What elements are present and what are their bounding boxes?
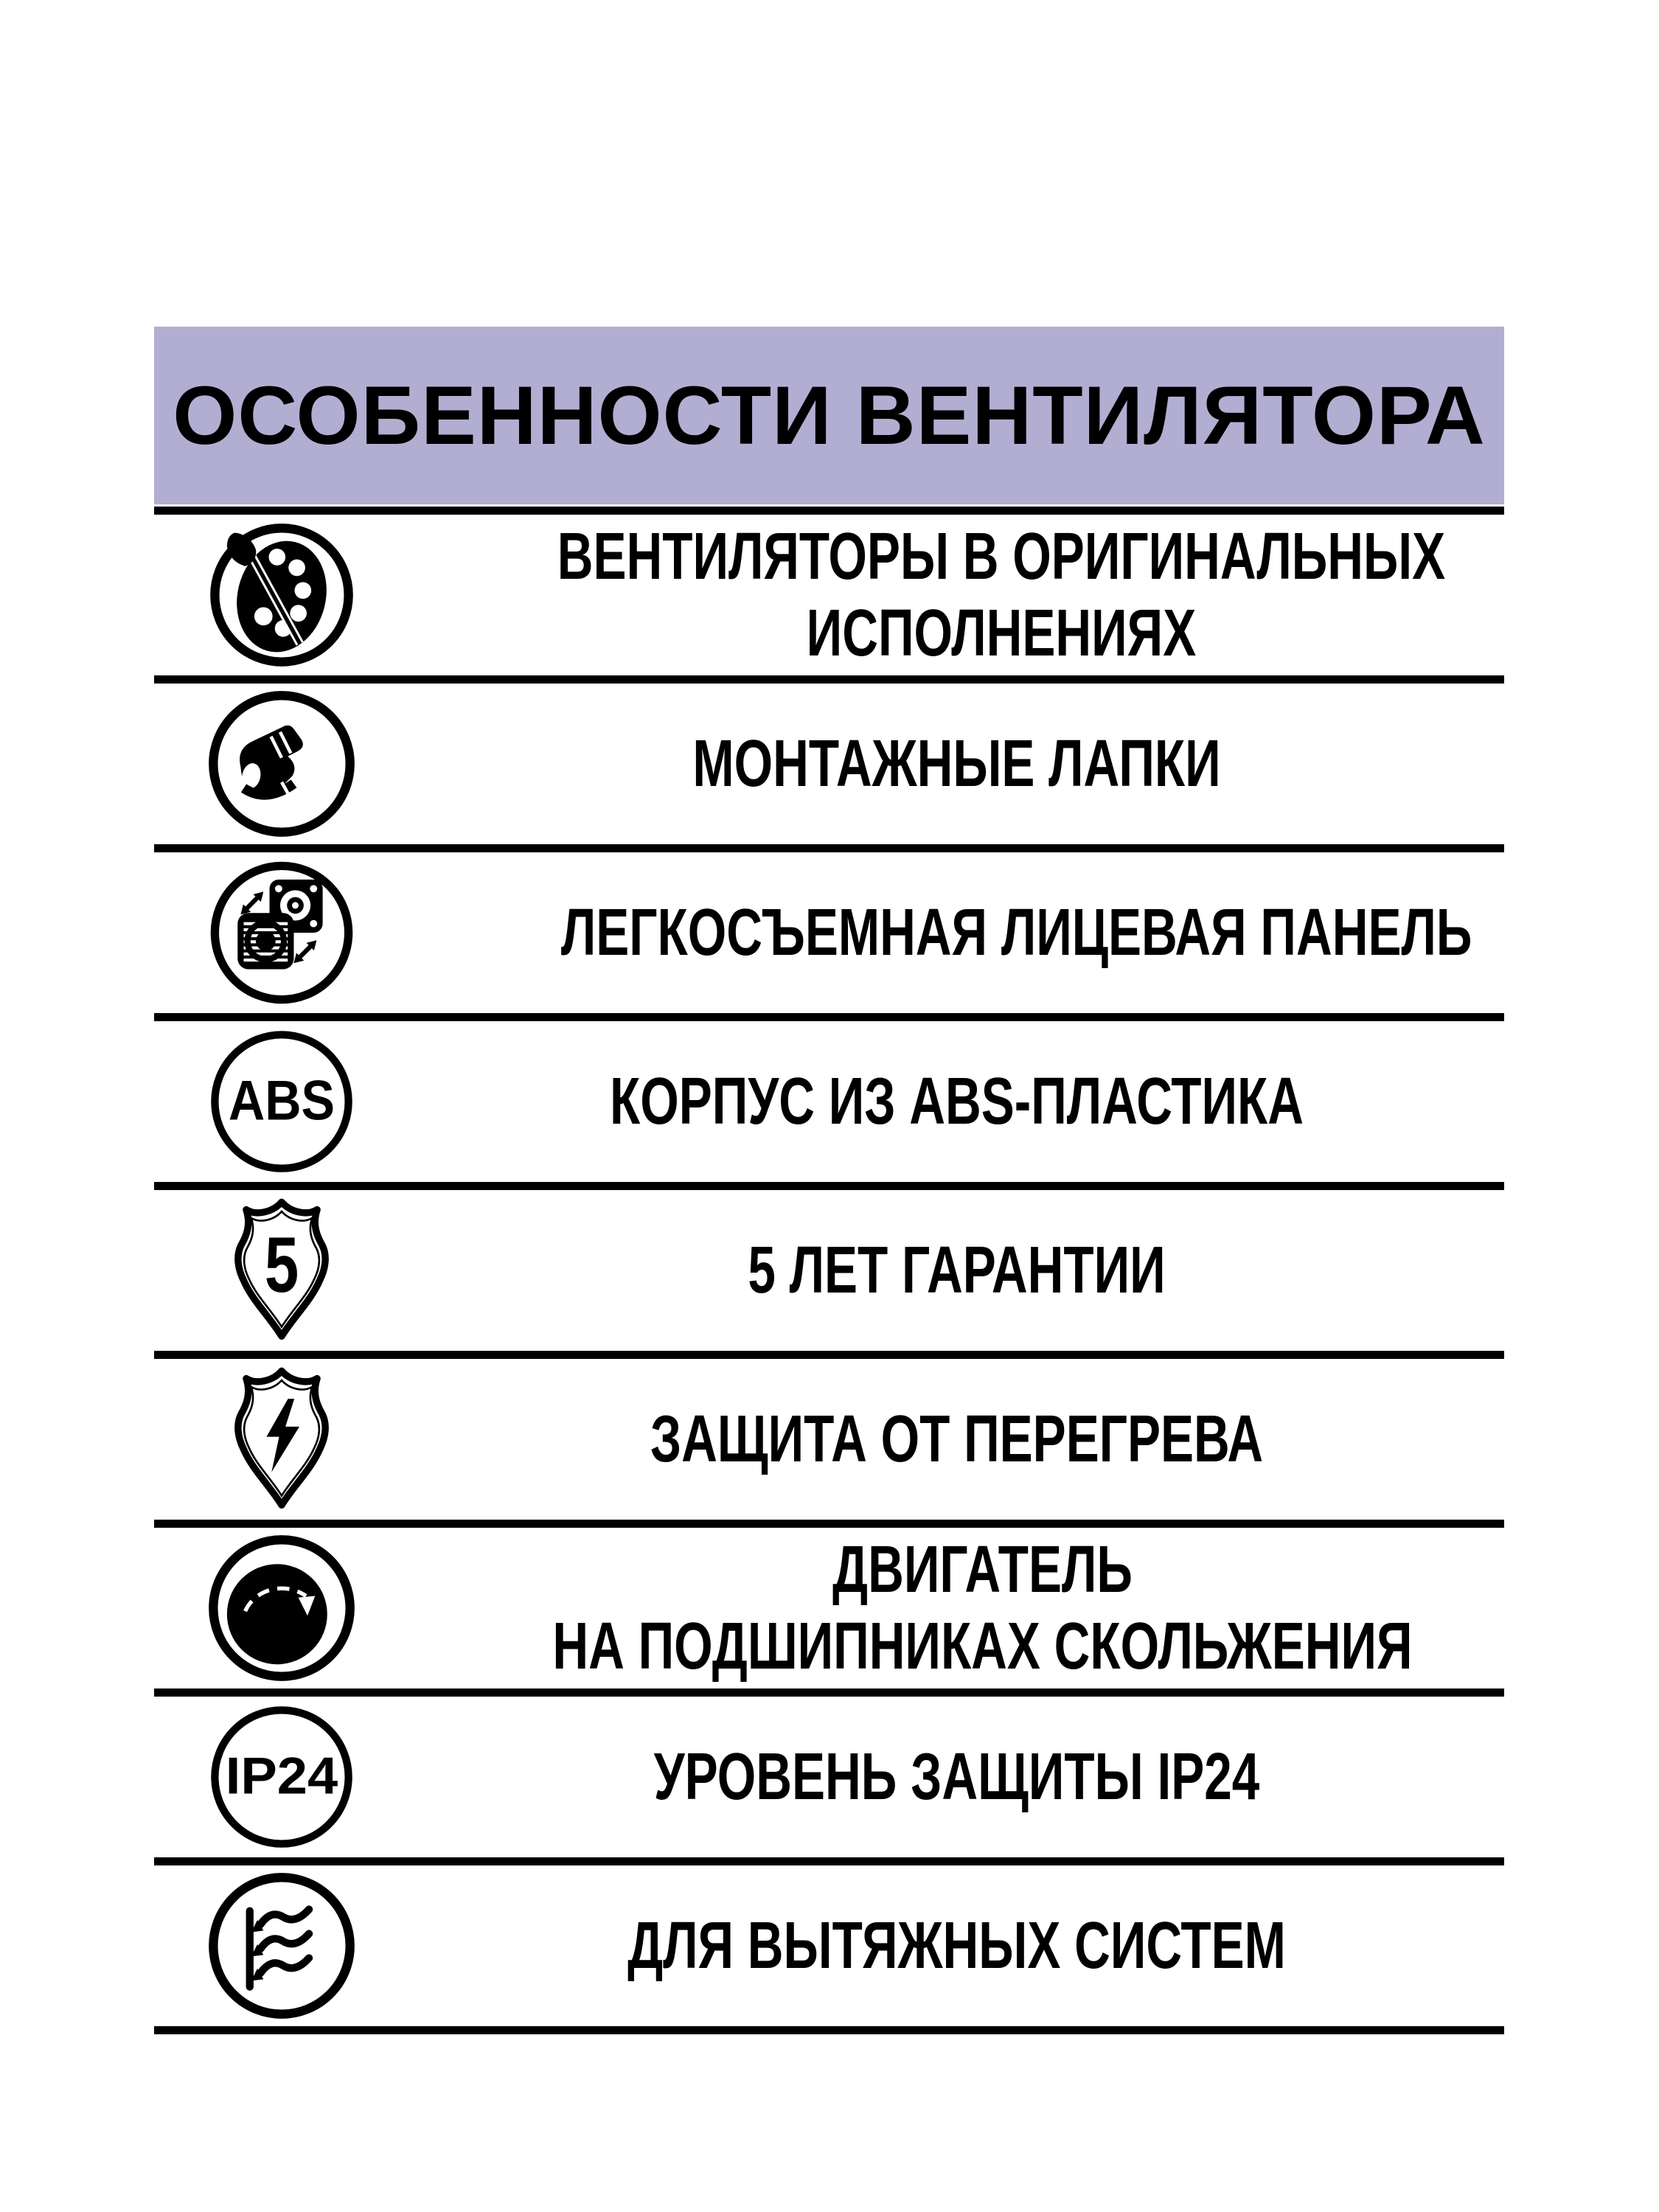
feature-text: УРОВЕНЬ ЗАЩИТЫ IP24	[653, 1740, 1260, 1814]
divider	[154, 1013, 1504, 1021]
divider	[154, 1520, 1504, 1528]
divider	[154, 844, 1504, 852]
feature-text: 5 ЛЕТ ГАРАНТИИ	[748, 1234, 1166, 1307]
overheat-shield-icon	[218, 1363, 345, 1515]
feature-text: КОРПУС ИЗ ABS-ПЛАСТИКА	[610, 1065, 1304, 1138]
feature-text: ЗАЩИТА ОТ ПЕРЕГРЕВА	[650, 1402, 1264, 1476]
feature-text: ЛЕГКОСЪЕМНАЯ ЛИЦЕВАЯ ПАНЕЛЬ	[560, 896, 1472, 970]
divider	[154, 1688, 1504, 1697]
warranty-shield-icon	[218, 1194, 345, 1346]
feature-text: ВЕНТИЛЯТОРЫ В ОРИГИНАЛЬНЫХ	[557, 520, 1446, 594]
ip24-label: IP24	[225, 1747, 338, 1805]
warranty-years-label: 5	[264, 1221, 299, 1310]
mounting-feet-icon	[206, 688, 358, 840]
ip24-icon	[206, 1701, 358, 1853]
divider	[154, 1351, 1504, 1359]
feature-row-abs-plastic	[154, 1021, 1504, 1182]
feature-text: ДВИГАТЕЛЬ	[832, 1533, 1133, 1607]
feature-row-overheat-protection	[154, 1359, 1504, 1520]
page-title: ОСОБЕННОСТИ ВЕНТИЛЯТОРА	[173, 369, 1486, 462]
feature-row-sliding-bearings	[154, 1528, 1504, 1688]
content-area	[154, 327, 1504, 2034]
divider	[154, 1182, 1504, 1190]
sliding-bearing-icon	[206, 1532, 358, 1684]
divider	[154, 1857, 1504, 1865]
abs-plastic-icon	[206, 1026, 358, 1178]
divider	[154, 507, 1504, 515]
lightning-icon	[266, 1399, 299, 1472]
divider	[154, 2026, 1504, 2034]
removable-panel-icon	[206, 857, 358, 1009]
feature-row-exhaust-systems	[154, 1865, 1504, 2026]
feature-row-warranty	[154, 1190, 1504, 1351]
feature-text: НА ПОДШИПНИКАХ СКОЛЬЖЕНИЯ	[552, 1610, 1413, 1683]
header-banner	[154, 327, 1504, 504]
feature-row-removable-panel	[154, 852, 1504, 1013]
palette-icon	[206, 519, 358, 671]
divider	[154, 675, 1504, 684]
feature-row-original-designs	[154, 515, 1504, 675]
feature-row-ip24	[154, 1697, 1504, 1857]
exhaust-system-icon	[206, 1870, 358, 2022]
feature-row-mounting-feet	[154, 684, 1504, 844]
feature-text: ИСПОЛНЕНИЯХ	[806, 597, 1197, 670]
feature-text: МОНТАЖНЫЕ ЛАПКИ	[692, 727, 1221, 801]
abs-label: ABS	[228, 1069, 335, 1133]
feature-text: ДЛЯ ВЫТЯЖНЫХ СИСТЕМ	[627, 1909, 1286, 1983]
